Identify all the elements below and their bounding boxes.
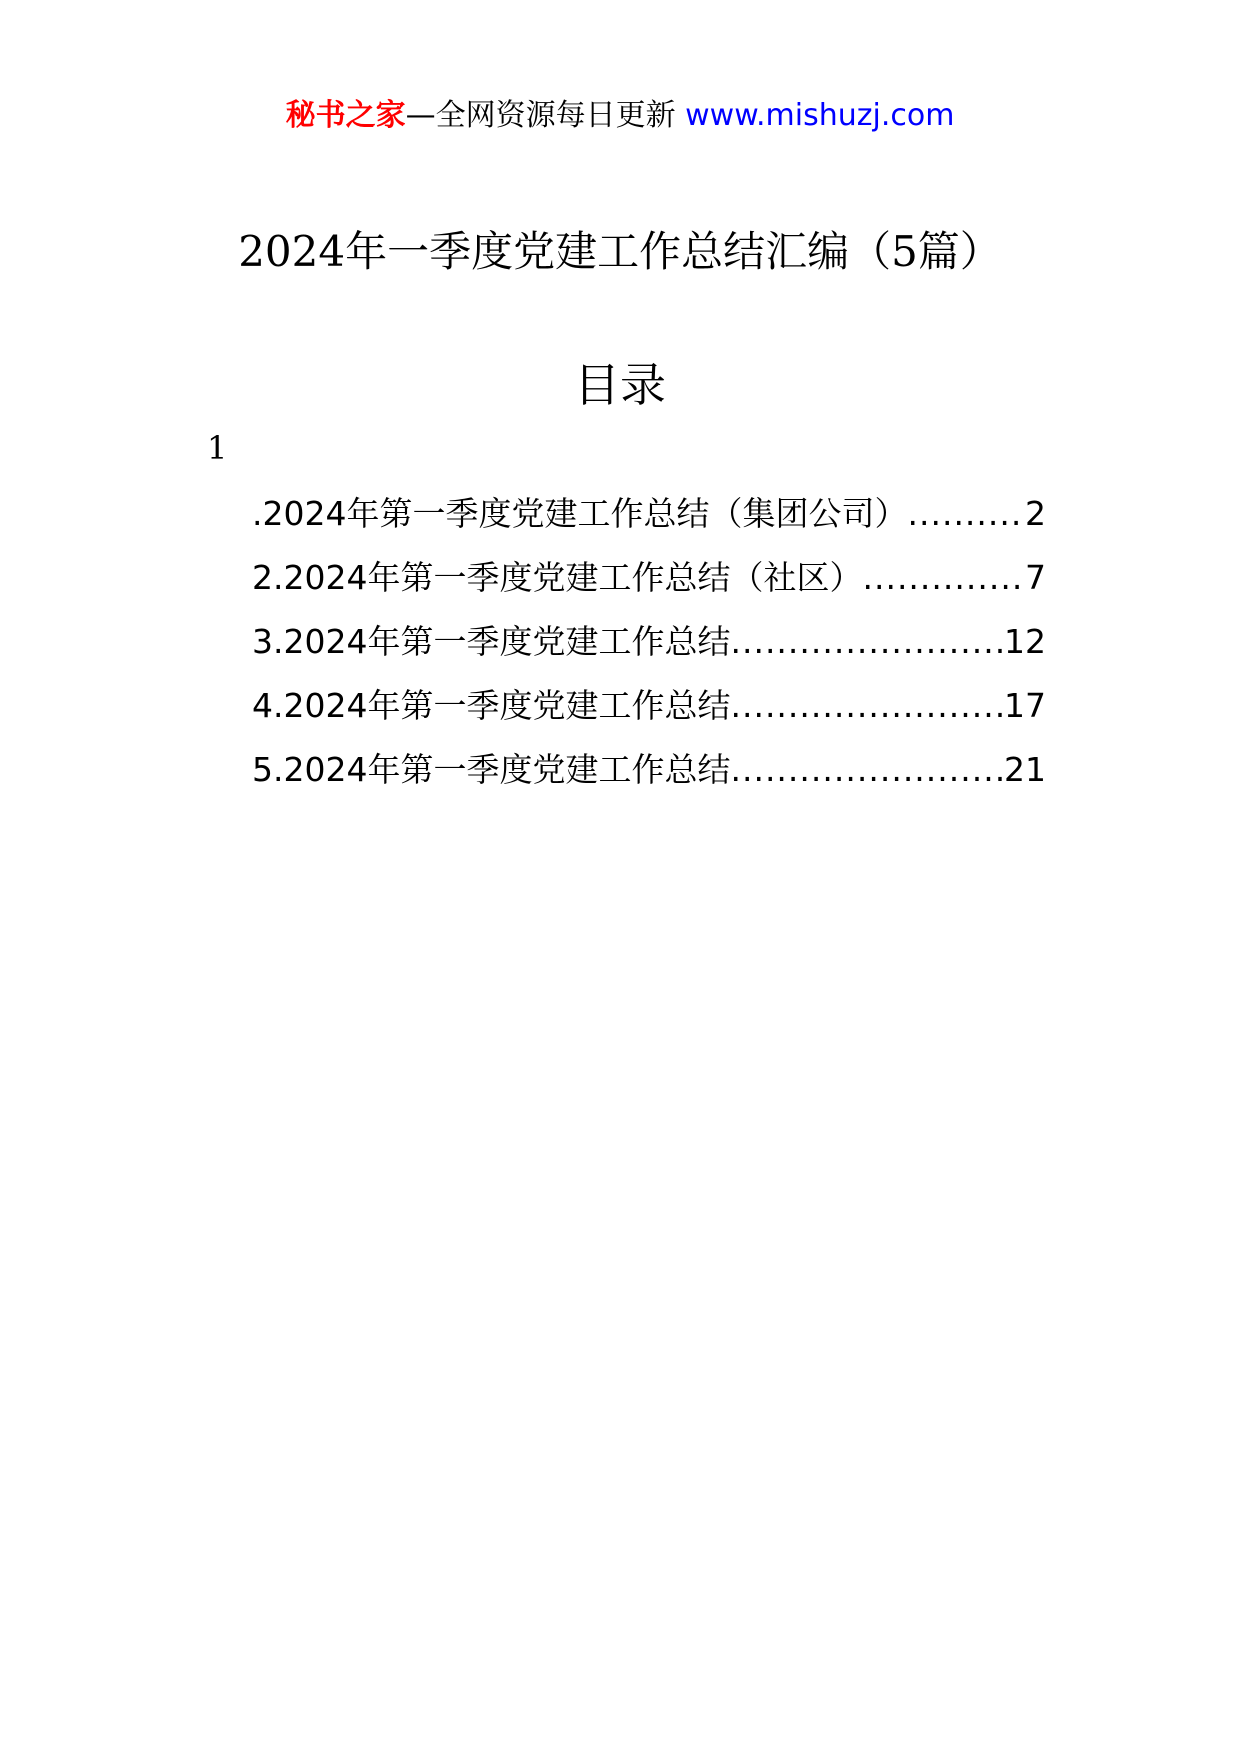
site-tagline: —全网资源每日更新 bbox=[405, 98, 686, 133]
toc-entry-title: 5.2024年第一季度党建工作总结 bbox=[252, 750, 731, 789]
toc-page-number: 2 bbox=[1025, 494, 1046, 533]
toc-heading: 目录 bbox=[574, 358, 666, 412]
toc-dot-leader bbox=[730, 616, 1004, 668]
toc-entry[interactable] bbox=[252, 744, 1046, 808]
toc-entry-title: 2.2024年第一季度党建工作总结（社区） bbox=[252, 558, 863, 597]
toc-page-number: 17 bbox=[1004, 686, 1046, 725]
toc-page-number: 7 bbox=[1025, 558, 1046, 597]
toc-dot-leader bbox=[730, 680, 1004, 732]
toc-dot-leader bbox=[862, 552, 1025, 604]
site-header bbox=[0, 96, 1240, 136]
toc-entry-title: 4.2024年第一季度党建工作总结 bbox=[252, 686, 731, 725]
toc-dot-leader bbox=[730, 744, 1004, 796]
toc-page-number: 21 bbox=[1004, 750, 1046, 789]
toc-entry[interactable] bbox=[252, 680, 1046, 744]
toc-dot-leader bbox=[907, 488, 1025, 540]
toc-entry[interactable] bbox=[252, 616, 1046, 680]
stray-number: 1 bbox=[207, 429, 228, 467]
table-of-contents bbox=[252, 488, 1046, 808]
toc-entry[interactable] bbox=[252, 488, 1046, 552]
site-url-link[interactable]: www.mishuzj.com bbox=[685, 98, 955, 133]
toc-entry-title: .2024年第一季度党建工作总结（集团公司） bbox=[252, 494, 908, 533]
site-brand: 秘书之家 bbox=[285, 98, 406, 133]
toc-entry-title: 3.2024年第一季度党建工作总结 bbox=[252, 622, 731, 661]
document-title: 2024年一季度党建工作总结汇编（5篇） bbox=[238, 227, 1002, 276]
toc-entry[interactable] bbox=[252, 552, 1046, 616]
toc-page-number: 12 bbox=[1004, 622, 1046, 661]
